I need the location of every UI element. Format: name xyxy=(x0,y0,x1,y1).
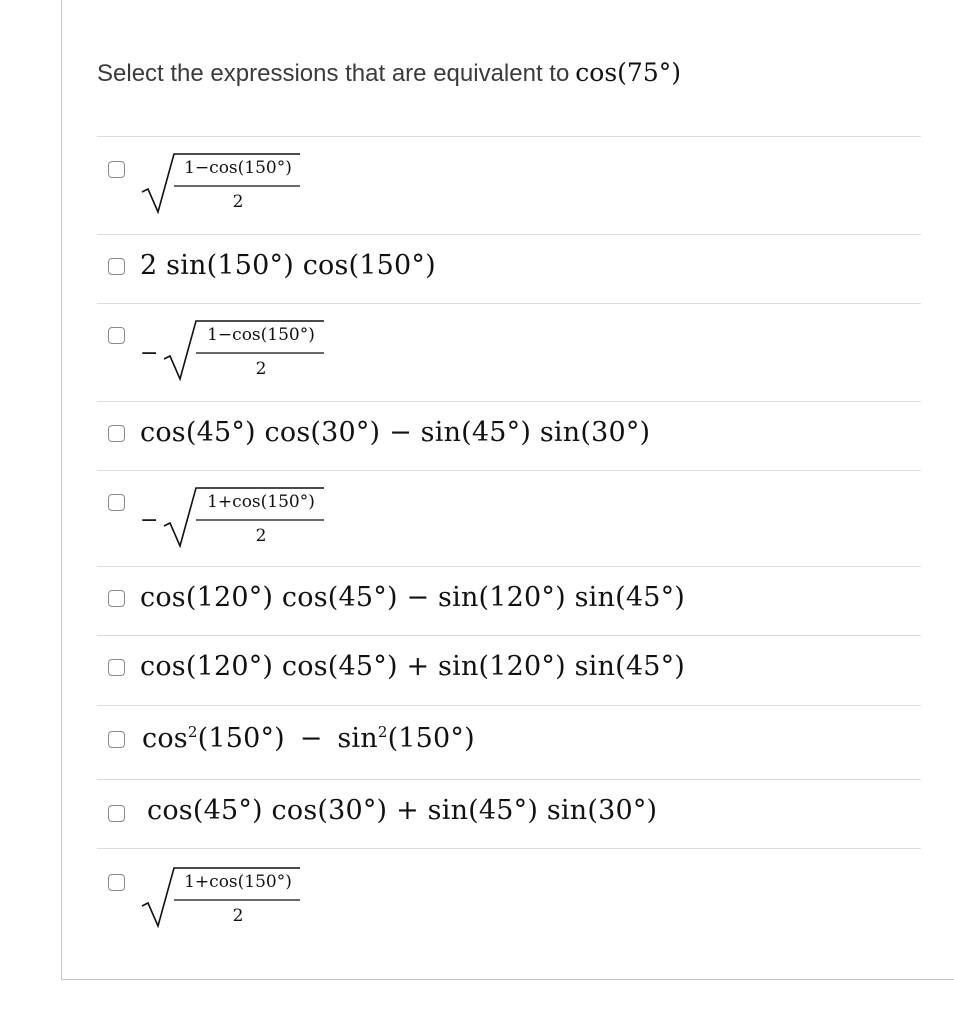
option-4-checkbox[interactable] xyxy=(108,425,125,442)
option-10-numerator: 1+cos(150°) xyxy=(184,872,292,892)
divider xyxy=(97,635,921,636)
option-1-numerator: 1−cos(150°) xyxy=(184,158,292,178)
option-5-expression xyxy=(140,486,340,556)
divider xyxy=(97,848,921,849)
option-8-exponent: 2 xyxy=(377,723,388,741)
divider xyxy=(97,705,921,706)
option-5-numerator: 1+cos(150°) xyxy=(207,492,315,512)
option-1-denominator: 2 xyxy=(232,192,244,212)
divider xyxy=(97,401,921,402)
divider xyxy=(97,136,921,137)
question-math: cos(75°) xyxy=(575,58,681,87)
option-2-checkbox[interactable] xyxy=(108,258,125,275)
divider xyxy=(97,303,921,304)
divider xyxy=(97,234,921,235)
option-8-operator: − xyxy=(299,723,323,754)
divider xyxy=(97,779,921,780)
option-4-expression: cos(45°) cos(30°) − sin(45°) sin(30°) xyxy=(140,417,651,448)
option-10-denominator: 2 xyxy=(232,906,244,926)
option-5-checkbox[interactable] xyxy=(108,494,125,511)
option-3-numerator: 1−cos(150°) xyxy=(207,325,315,345)
option-8-argument: (150°) xyxy=(387,723,475,754)
option-3-sign: − xyxy=(140,341,159,366)
option-9-checkbox[interactable] xyxy=(108,805,125,822)
option-6-checkbox[interactable] xyxy=(108,590,125,607)
option-8-checkbox[interactable] xyxy=(108,731,125,748)
option-10-expression xyxy=(140,866,320,936)
divider xyxy=(97,470,921,471)
option-3-denominator: 2 xyxy=(255,359,267,379)
question-text xyxy=(97,58,681,88)
option-3-checkbox[interactable] xyxy=(108,327,125,344)
option-10-checkbox[interactable] xyxy=(108,874,125,891)
question-prompt: Select the expressions that are equivalent to xyxy=(97,60,570,87)
option-8-exponent: 2 xyxy=(187,723,198,741)
option-8-sin: sin xyxy=(337,723,378,754)
option-7-expression: cos(120°) cos(45°) + sin(120°) sin(45°) xyxy=(140,651,686,682)
option-7-checkbox[interactable] xyxy=(108,659,125,676)
option-1-expression xyxy=(140,152,320,222)
option-5-sign: − xyxy=(140,508,159,533)
option-3-expression xyxy=(140,319,340,389)
option-6-expression: cos(120°) cos(45°) − sin(120°) sin(45°) xyxy=(140,582,686,613)
option-2-expression: 2 sin(150°) cos(150°) xyxy=(140,250,436,281)
option-1-checkbox[interactable] xyxy=(108,161,125,178)
option-9-expression: cos(45°) cos(30°) + sin(45°) sin(30°) xyxy=(147,795,658,826)
option-5-denominator: 2 xyxy=(255,526,267,546)
option-8-cos: cos xyxy=(142,723,188,754)
option-8-argument: (150°) xyxy=(197,723,285,754)
option-8-expression xyxy=(142,723,475,754)
divider xyxy=(97,566,921,567)
